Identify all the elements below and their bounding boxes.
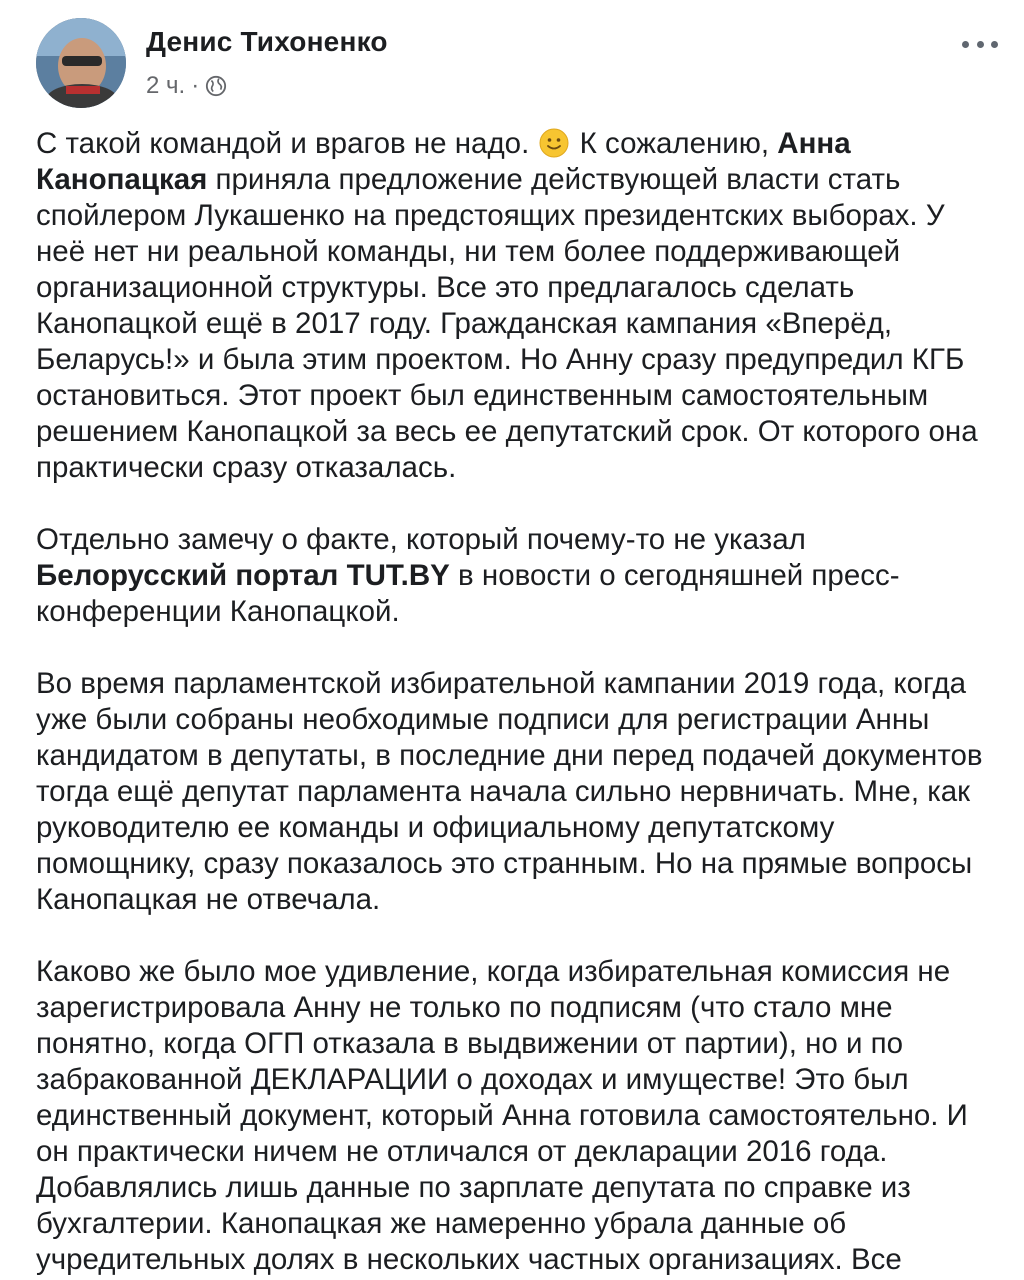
avatar-photo bbox=[36, 18, 126, 108]
paragraph: С такой командой и врагов не надо. К сожалению, Анна Канопацкая приняла предложение действующей власти стать спойлером Лукашенко на предстоящих президентских выборах. У неё нет ни реальной команды, ни тем более поддерживающей организационной структуры. Все это предлагалось сделать Канопацкой ещё в 2017 году. Гражданская кампания «Вперёд, Беларусь!» и была этим проектом. Но Анну сразу предупредил КГБ остановиться. Этот проект был единственным самостоятельным решением Канопацкой за весь ее депутатский срок. От которого она практически сразу отказалась. bbox=[36, 127, 978, 484]
globe-icon[interactable] bbox=[205, 75, 227, 97]
mention-tut-by[interactable]: Белорусский портал TUT.BY bbox=[36, 559, 450, 592]
paragraph: Отдельно замечу о факте, который почему-то не указал Белорусский портал TUT.BY в новости о сегодняшней пресс-конференции Канопацкой. bbox=[36, 523, 900, 628]
post-meta bbox=[146, 70, 227, 102]
author-name[interactable]: Денис Тихоненко bbox=[146, 26, 388, 57]
more-horizontal-icon bbox=[962, 41, 969, 48]
more-options-button[interactable] bbox=[962, 30, 998, 58]
post-body bbox=[36, 126, 1000, 1280]
paragraph: Во время парламентской избирательной кампании 2019 года, когда уже были собраны необходимые подписи для регистрации Анны кандидатом в депутаты, в последние дни перед подачей документов тогда ещё депутат парламента начала сильно нервничать. Мне, как руководителю ее команды и официальному депутатскому помощнику, сразу показалось это странным. Но на прямые вопросы Канопацкая не отвечала. bbox=[36, 667, 983, 916]
slightly-smiling-face-icon bbox=[539, 128, 569, 158]
meta-separator: · bbox=[191, 72, 200, 99]
mention-anna-kanopatskaya[interactable]: Анна Канопацкая bbox=[36, 127, 851, 196]
avatar[interactable] bbox=[36, 18, 126, 108]
post-time[interactable]: 2 ч. bbox=[146, 72, 186, 99]
post-header bbox=[0, 0, 1024, 120]
paragraph: Каково же было мое удивление, когда избирательная комиссия не зарегистрировала Анну не только по подписям (что стало мне понятно, когда ОГП отказала в выдвижении от партии), но и по забракованной ДЕКЛАРАЦИИ о доходах и имуществе! Это был единственный документ, который Анна готовила самостоятельно. И он практически ничем не отличался от декларации 2016 года. Добавлялись лишь данные по зарплате депутата по справке из бухгалтерии. Канопацкая же намеренно убрала данные об учредительных долях в нескольких частных организациях. Все bbox=[36, 955, 968, 1276]
